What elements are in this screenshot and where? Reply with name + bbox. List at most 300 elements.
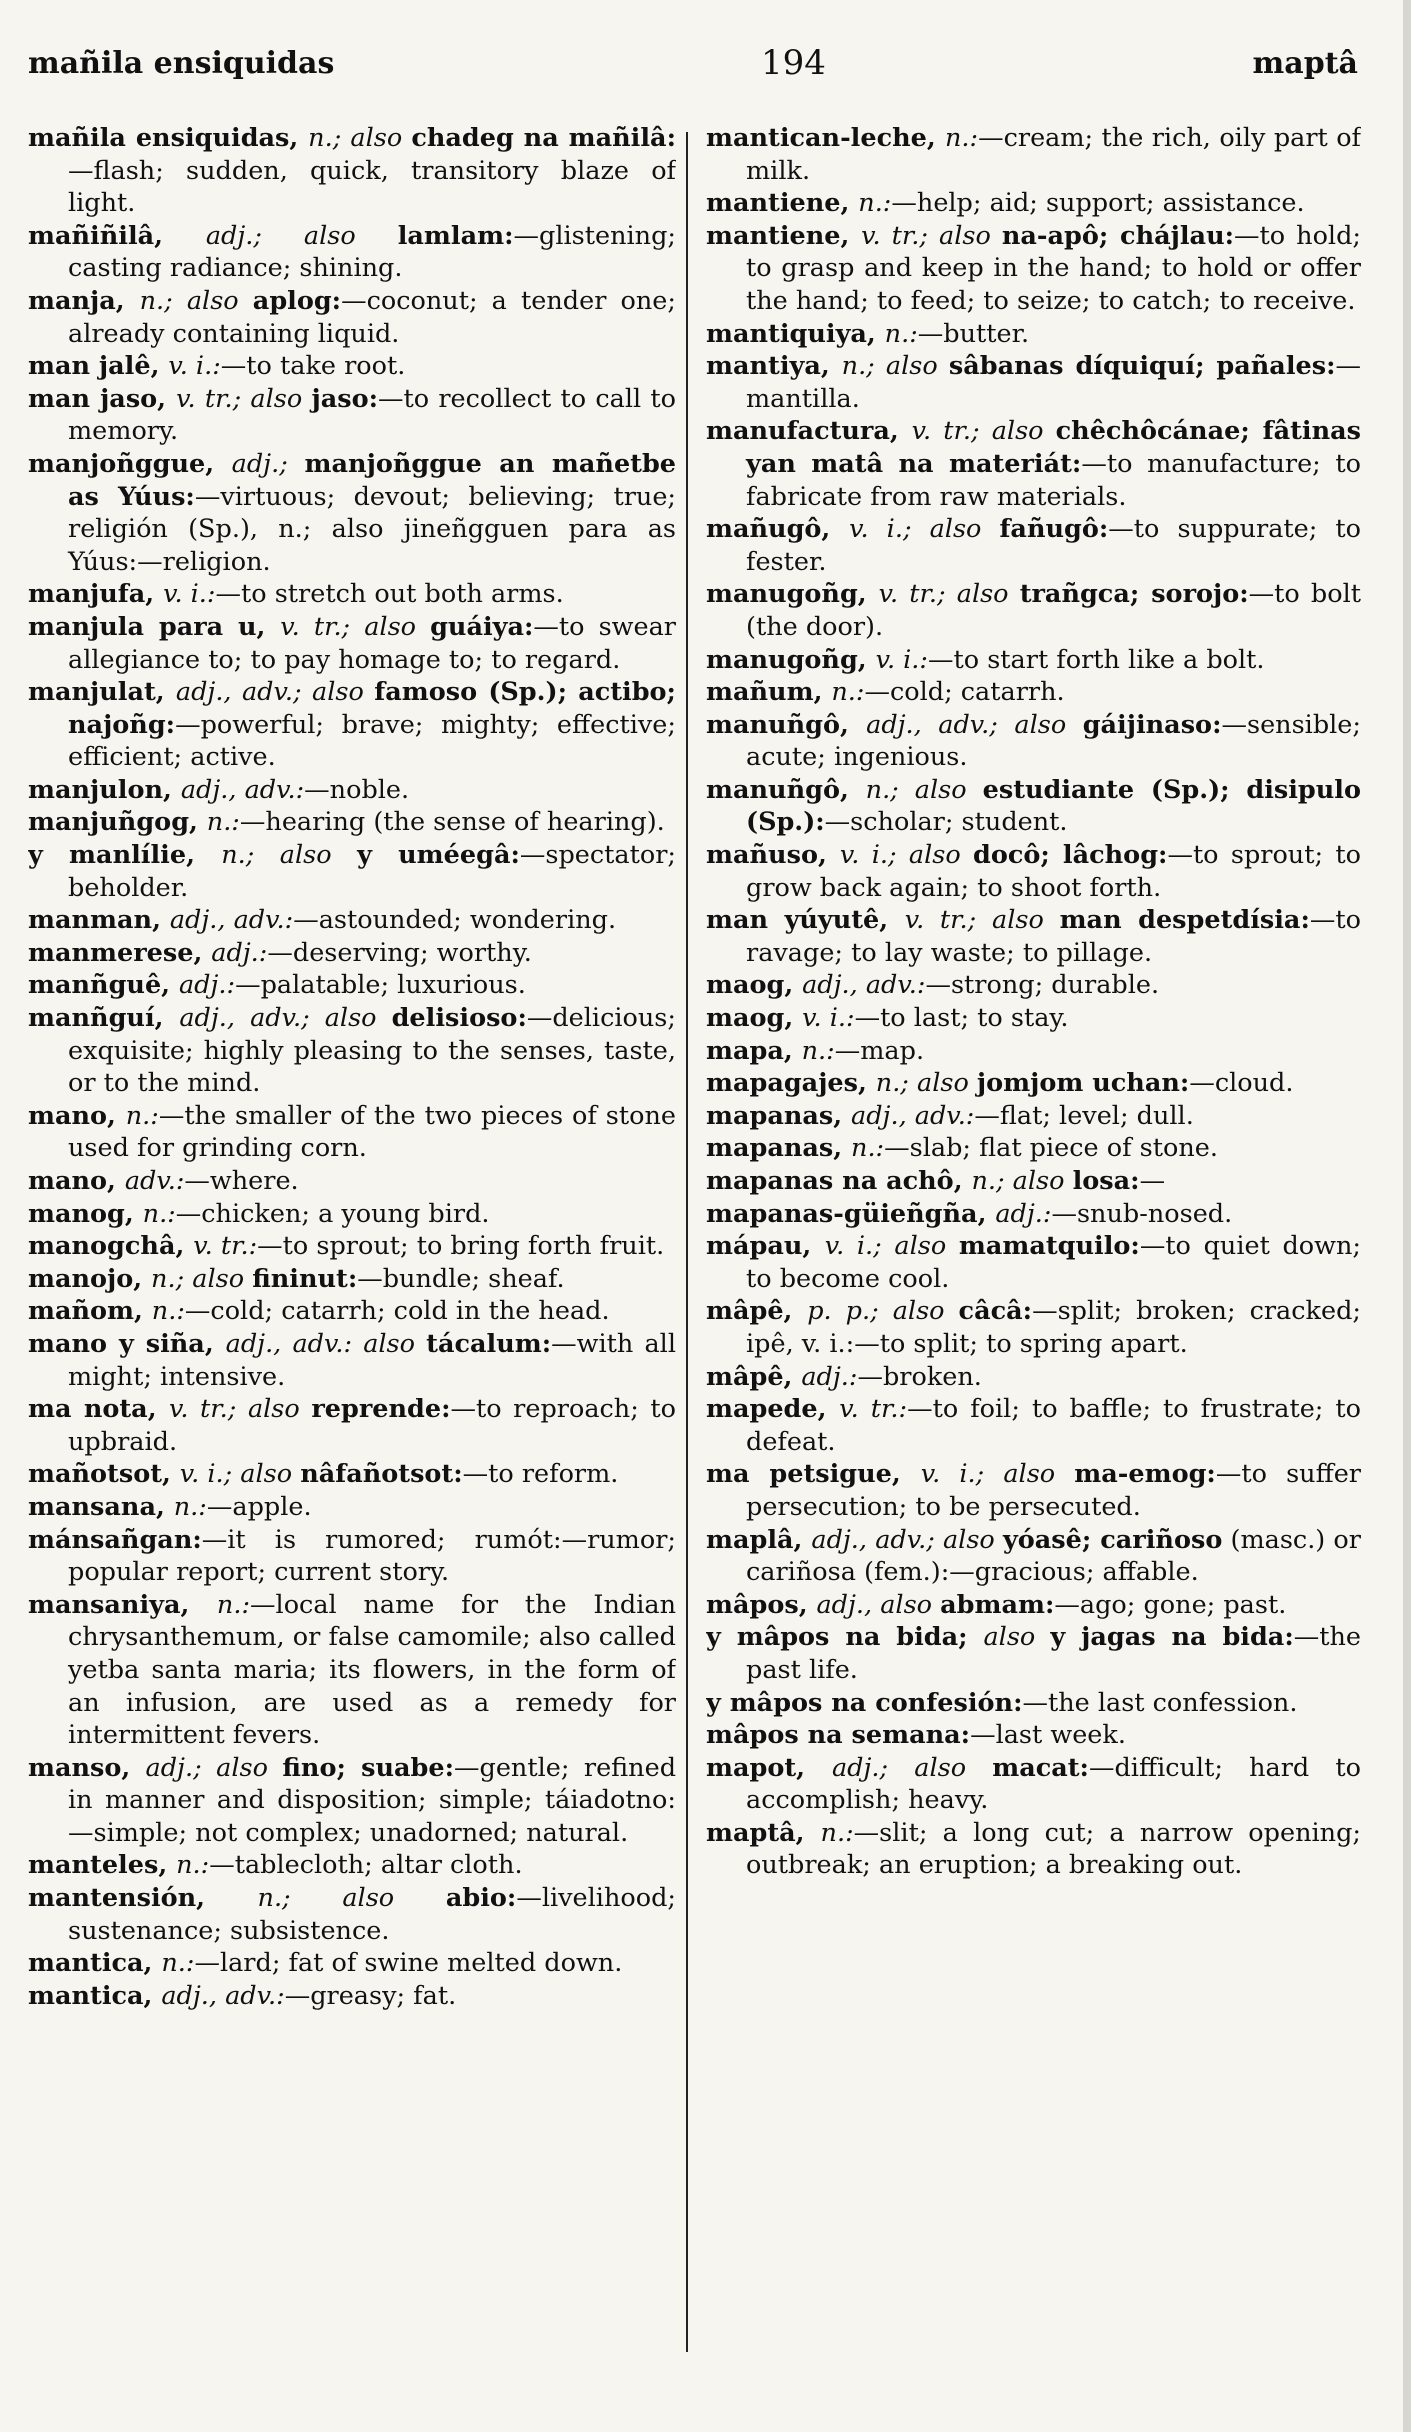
entry-grammar: v. tr.; also: [911, 416, 1056, 447]
entry-headword: mapot,: [706, 1752, 832, 1783]
dictionary-entry: [706, 1817, 1361, 1882]
dictionary-entry: [28, 1882, 676, 1947]
entry-headword: y mâpos na confesión:: [706, 1687, 1023, 1718]
entry-headword: manjufa,: [28, 579, 164, 610]
dictionary-entry: [28, 904, 676, 937]
entry-grammar: v. i.:: [168, 351, 221, 382]
entry-grammar: v. i.; also: [920, 1459, 1075, 1490]
entry-grammar: adj., adv.; also: [179, 1003, 392, 1034]
column-divider: [686, 132, 688, 2352]
entry-grammar: adj., adv.:: [180, 774, 305, 805]
dictionary-entry: [28, 285, 676, 350]
entry-headword: mapede,: [706, 1394, 840, 1425]
entry-definition: —to hold; to grasp and keep in the hand; to hold or offer the hand; to feed; to seize; to catch; to receive.: [746, 220, 1361, 316]
entry-equivalent: abmam:: [940, 1589, 1055, 1620]
entry-definition: —butter.: [917, 318, 1030, 349]
entry-headword: manmerese,: [28, 937, 212, 968]
entry-definition: —to take root.: [220, 351, 406, 382]
entry-definition: —to recollect to call to memory.: [68, 383, 676, 447]
entry-headword: mantiene,: [706, 188, 859, 219]
entry-headword: mañotsot,: [28, 1459, 180, 1490]
entry-grammar: v. i.; also: [179, 1459, 301, 1490]
entry-headword: maog,: [706, 970, 803, 1001]
dictionary-entry: [706, 220, 1361, 318]
entry-headword: mantiya,: [706, 351, 842, 382]
entry-headword: mantican-leche,: [706, 123, 945, 153]
entry-headword: mansana,: [28, 1491, 174, 1522]
entry-definition: —difficult; hard to accomplish; heavy.: [746, 1752, 1361, 1816]
entry-definition: —where.: [184, 1166, 299, 1196]
header-left-guide-word: mañila ensiquidas: [28, 45, 335, 81]
entry-headword: mañom,: [28, 1296, 152, 1327]
entry-headword: mapagajes,: [706, 1068, 876, 1099]
entry-grammar: adj., adv.; also: [175, 677, 375, 708]
dictionary-entry: [28, 578, 676, 611]
entry-grammar: also: [983, 1622, 1051, 1653]
entry-headword: mantica,: [28, 1948, 162, 1979]
dictionary-entry: [28, 1393, 676, 1458]
entry-grammar: n.; also: [151, 1263, 253, 1294]
dictionary-entry: [706, 1687, 1361, 1720]
entry-grammar: adj.; also: [145, 1752, 283, 1783]
entry-definition: —to start forth like a bolt.: [928, 644, 1265, 675]
entry-definition: —deserving; worthy.: [267, 937, 532, 968]
page-number: 194: [760, 43, 826, 83]
entry-definition: —hearing (the sense of hearing).: [239, 807, 665, 838]
entry-headword: mansaniya,: [28, 1589, 217, 1620]
dictionary-entry: [706, 676, 1361, 709]
entry-equivalent: abio:: [445, 1883, 517, 1914]
entry-headword: manjulat,: [28, 677, 176, 708]
entry-definition: —cloud.: [1189, 1068, 1294, 1099]
dictionary-entry: [28, 448, 676, 578]
entry-headword: manso,: [28, 1752, 146, 1783]
entry-grammar: p. p.; also: [807, 1296, 959, 1327]
entry-definition: —bundle; sheaf.: [357, 1263, 565, 1294]
entry-definition: —to swear allegiance to; to pay homage to; to regard.: [68, 611, 676, 675]
entry-headword: maplâ,: [706, 1524, 812, 1555]
entry-definition: —sensible; acute; ingenious.: [746, 709, 1361, 773]
dictionary-entry: [706, 513, 1361, 578]
entry-headword: mañugô,: [706, 514, 850, 545]
entry-definition: —cold; catarrh.: [864, 677, 1065, 708]
entry-definition: —the last confession.: [1022, 1687, 1298, 1718]
entry-headword: mañila ensiquidas,: [28, 123, 309, 153]
dictionary-entry: [706, 1719, 1361, 1752]
entry-grammar: n.; also: [139, 285, 253, 316]
entry-definition: —the smaller of the two pieces of stone used for grinding corn.: [68, 1100, 676, 1164]
entry-equivalent: delisioso:: [391, 1003, 527, 1034]
entry-equivalent: fino; suabe:: [282, 1752, 455, 1783]
entry-grammar: adj., adv.; also: [811, 1524, 1003, 1555]
entry-definition: (masc.) or cariñosa (fem.):—gracious; affable.: [746, 1524, 1361, 1588]
entry-headword: mano,: [28, 1100, 126, 1131]
entry-headword: y mâpos na bida;: [706, 1622, 984, 1653]
entry-definition: —flash; sudden, quick, transitory blaze of light.: [68, 155, 676, 219]
entry-headword: mañuso,: [706, 840, 840, 871]
dictionary-entry: [28, 1002, 676, 1100]
dictionary-entry: [706, 1035, 1361, 1068]
entry-headword: maog,: [706, 1003, 803, 1034]
entry-grammar: adj., adv.:: [161, 1980, 285, 2011]
entry-equivalent: lamlam:: [397, 220, 514, 251]
entry-definition: —powerful; brave; mighty; effective; efficient; active.: [68, 709, 676, 773]
entry-grammar: v. tr.; also: [168, 1394, 312, 1425]
entry-grammar: n.:: [125, 1100, 159, 1131]
dictionary-entry: [28, 839, 676, 904]
entry-grammar: adj.:: [211, 937, 268, 968]
entry-definition: —livelihood; sustenance; subsistence.: [68, 1883, 676, 1946]
entry-grammar: v. i.:: [802, 1003, 855, 1034]
entry-grammar: adv.:: [124, 1166, 185, 1196]
dictionary-entry: [28, 1230, 676, 1263]
entry-definition: —to reform.: [462, 1459, 619, 1490]
entry-definition: —to sprout; to bring forth fruit.: [257, 1231, 665, 1262]
entry-headword: manñguí,: [28, 1003, 180, 1034]
entry-headword: man jaso,: [28, 383, 177, 414]
entry-definition: —: [1139, 1166, 1166, 1196]
entry-equivalent: chadeg na mañilâ:: [411, 123, 676, 153]
entry-grammar: v. tr.; also: [904, 905, 1060, 936]
entry-definition: —to sprout; to grow back again; to shoot forth.: [746, 840, 1361, 903]
entry-grammar: adj.; also: [831, 1752, 993, 1783]
entry-grammar: n.:: [142, 1198, 176, 1229]
entry-grammar: adj., adv.: also: [225, 1328, 427, 1359]
dictionary-entry: [28, 1295, 676, 1328]
dictionary-entry: [706, 774, 1361, 839]
entry-headword: mano,: [28, 1166, 125, 1196]
entry-definition: —map.: [834, 1035, 925, 1066]
entry-grammar: v. tr.; also: [280, 611, 431, 642]
entry-equivalent: guáiya:: [430, 611, 534, 642]
entry-definition: —to suffer persecution; to be persecuted.: [746, 1459, 1361, 1522]
entry-grammar: v. i.:: [875, 644, 929, 675]
entry-grammar: adj., adv.:: [851, 1100, 975, 1131]
entry-grammar: n.:: [831, 677, 865, 708]
entry-equivalent: trañgca; sorojo:: [1019, 579, 1249, 610]
entry-grammar: v. i.; also: [849, 514, 1000, 545]
dictionary-entry: [706, 1165, 1361, 1198]
dictionary-entry: [28, 1328, 676, 1393]
dictionary-entry: [706, 1361, 1361, 1394]
dictionary-entry: [706, 415, 1361, 513]
entry-grammar: n.; also: [257, 1883, 446, 1914]
dictionary-entry: [706, 709, 1361, 774]
entry-equivalent: na-apô; chájlau:: [1001, 220, 1235, 251]
entry-headword: mantensión,: [28, 1883, 258, 1914]
entry-definition: —cream; the rich, oily part of milk.: [746, 123, 1361, 186]
entry-headword: mantiene,: [706, 220, 862, 251]
entry-definition: —to quiet down; to become cool.: [746, 1231, 1361, 1294]
entry-headword: manman,: [28, 905, 170, 936]
entry-grammar: n.:: [820, 1817, 854, 1848]
entry-grammar: n.:: [176, 1850, 210, 1881]
entry-headword: mapanas,: [706, 1100, 852, 1131]
entry-headword: mapa,: [706, 1035, 802, 1066]
entry-grammar: adj.;: [231, 448, 305, 479]
entry-definition: —slab; flat piece of stone.: [884, 1133, 1218, 1164]
right-column: [706, 122, 1361, 2322]
entry-headword: maptâ,: [706, 1817, 821, 1848]
dictionary-entry: [28, 1100, 676, 1165]
entry-headword: man yúyutê,: [706, 905, 905, 936]
entry-headword: mantica,: [28, 1980, 162, 2011]
dictionary-entry: [706, 969, 1361, 1002]
entry-definition: —greasy; fat.: [284, 1980, 457, 2011]
entry-equivalent: macat:: [992, 1752, 1089, 1783]
entry-grammar: v. tr.; also: [878, 579, 1020, 610]
entry-definition: —cold; catarrh; cold in the head.: [184, 1296, 610, 1327]
entry-definition: —to stretch out both arms.: [215, 579, 564, 610]
entry-grammar: adj., adv.; also: [866, 709, 1083, 740]
entry-equivalent: tácalum:: [426, 1328, 552, 1359]
entry-definition: —snub-nosed.: [1051, 1198, 1233, 1229]
entry-grammar: n.; also: [865, 774, 983, 805]
entry-headword: manjuñgog,: [28, 807, 207, 838]
entry-definition: —to suppurate; to fester.: [746, 514, 1361, 577]
entry-equivalent: ma-emog:: [1074, 1459, 1216, 1490]
dictionary-entry: [706, 1524, 1361, 1589]
entry-equivalent: aplog:: [252, 285, 342, 316]
entry-grammar: n.:: [151, 1296, 185, 1327]
entry-headword: manñguê,: [28, 970, 179, 1001]
dictionary-entry: [706, 318, 1361, 351]
entry-headword: mâpê,: [706, 1361, 802, 1392]
entry-definition: —to foil; to baffle; to frustrate; to defeat.: [746, 1394, 1361, 1457]
entry-equivalent: famoso (Sp.); actibo; najoñg:: [68, 677, 676, 740]
entry-grammar: n.:: [173, 1491, 207, 1522]
entry-equivalent: fininut:: [252, 1263, 358, 1294]
dictionary-entry: [28, 969, 676, 1002]
dictionary-entry: [706, 644, 1361, 677]
entry-definition: —lard; fat of swine melted down.: [194, 1948, 623, 1979]
dictionary-entry: [706, 1458, 1361, 1523]
entry-equivalent: jomjom uchan:: [976, 1068, 1190, 1099]
entry-definition: —palatable; luxurious.: [235, 970, 526, 1001]
entry-equivalent: fañugô:: [999, 514, 1109, 545]
entry-definition: —to manufacture; to fabricate from raw materials.: [746, 448, 1361, 512]
entry-grammar: n.:: [858, 188, 892, 219]
entry-grammar: v. i.:: [163, 579, 216, 610]
dictionary-entry: [28, 806, 676, 839]
entry-headword: man jalê,: [28, 351, 169, 382]
dictionary-entry: [28, 220, 676, 285]
entry-headword: manogchâ,: [28, 1231, 194, 1262]
entry-headword: mañiñilâ,: [28, 220, 206, 251]
entry-grammar: n.:: [206, 807, 240, 838]
entry-definition: —glistening; casting radiance; shining.: [68, 220, 676, 284]
dictionary-entry: [706, 578, 1361, 643]
entry-grammar: n.:: [851, 1133, 885, 1164]
entry-headword: mápau,: [706, 1231, 825, 1262]
entry-definition: —it is rumored; rumót:—rumor; popular report; current story.: [68, 1524, 676, 1588]
entry-definition: —to last; to stay.: [854, 1003, 1069, 1034]
entry-headword: manuñgô,: [706, 709, 867, 740]
entry-headword: manog,: [28, 1198, 143, 1229]
dictionary-entry: [706, 1100, 1361, 1133]
entry-headword: mañum,: [706, 677, 832, 708]
dictionary-entry: [706, 1230, 1361, 1295]
entry-grammar: n.; also: [875, 1068, 977, 1099]
entry-headword: manufactura,: [706, 416, 912, 447]
entry-headword: mano y siña,: [28, 1328, 226, 1359]
entry-definition: —to ravage; to lay waste; to pillage.: [746, 905, 1361, 968]
page-header: [28, 40, 1358, 86]
entry-definition: —gentle; refined in manner and disposition; simple; táiadotno:—simple; not complex; unadorned; natural.: [68, 1752, 676, 1848]
dictionary-entry: [706, 1752, 1361, 1817]
entry-equivalent: yóasê; cariñoso: [1002, 1524, 1223, 1555]
entry-grammar: n.; also: [971, 1166, 1073, 1196]
entry-headword: manojo,: [28, 1263, 152, 1294]
header-right-guide-word: maptâ: [1252, 45, 1358, 81]
dictionary-entry: [706, 350, 1361, 415]
entry-definition: —scholar; student.: [824, 807, 1068, 838]
dictionary-entry: [706, 1295, 1361, 1360]
entry-grammar: n.; also: [841, 351, 949, 382]
entry-grammar: n.; also: [221, 840, 358, 871]
entry-definition: —split; broken; cracked; ipê, v. i.:—to split; to spring apart.: [746, 1296, 1361, 1359]
entry-grammar: v. tr.:: [839, 1394, 908, 1425]
entry-definition: —help; aid; support; assistance.: [891, 188, 1305, 219]
dictionary-entry: [28, 1263, 676, 1296]
entry-headword: y manlílie,: [28, 840, 222, 871]
dictionary-entry: [28, 676, 676, 774]
dictionary-entry: [706, 1067, 1361, 1100]
entry-definition: —virtuous; devout; believing; true; religión (Sp.), n.; also jineñgguen para as Yúus:—religion.: [68, 481, 676, 577]
dictionary-entry: [706, 1393, 1361, 1458]
dictionary-entry: [28, 937, 676, 970]
entry-definition: —last week.: [970, 1720, 1126, 1751]
dictionary-entry: [706, 1621, 1361, 1686]
entry-equivalent: estudiante (Sp.); disipulo (Sp.):: [746, 774, 1361, 838]
entry-headword: mâpos,: [706, 1589, 817, 1620]
entry-headword: manjulon,: [28, 774, 181, 805]
entry-grammar: n.:: [161, 1948, 195, 1979]
entry-grammar: v. tr.; also: [176, 383, 312, 414]
entry-definition: —delicious; exquisite; highly pleasing to the senses, taste, or to the mind.: [68, 1003, 676, 1099]
entry-equivalent: nâfañotsot:: [300, 1459, 463, 1490]
entry-definition: —ago; gone; past.: [1054, 1589, 1287, 1620]
left-column: [28, 122, 676, 2322]
entry-grammar: v. tr.; also: [861, 220, 1002, 251]
dictionary-entry: [28, 1165, 676, 1198]
entry-definition: —apple.: [206, 1491, 312, 1522]
entry-definition: —astounded; wondering.: [293, 905, 617, 936]
dictionary-entry: [28, 611, 676, 676]
dictionary-entry: [706, 904, 1361, 969]
entry-equivalent: jaso:: [311, 383, 379, 414]
entry-grammar: n.:: [801, 1035, 835, 1066]
dictionary-entry: [28, 1198, 676, 1231]
entry-headword: manugoñg,: [706, 579, 879, 610]
dictionary-entry: [28, 1458, 676, 1491]
entry-equivalent: gáijinaso:: [1082, 709, 1222, 740]
entry-grammar: n.:: [884, 318, 918, 349]
dictionary-entry: [28, 350, 676, 383]
entry-equivalent: câcâ:: [958, 1296, 1033, 1327]
dictionary-entry: [28, 1752, 676, 1850]
dictionary-entry: [28, 122, 676, 220]
entry-grammar: v. i.; also: [824, 1231, 959, 1262]
entry-grammar: adj.; also: [205, 220, 398, 251]
entry-headword: manjoñggue,: [28, 448, 232, 479]
entry-headword: ma nota,: [28, 1394, 169, 1425]
entry-headword: mâpos na semana:: [706, 1720, 971, 1751]
entry-headword: mantiquiya,: [706, 318, 885, 349]
entry-definition: —mantilla.: [746, 351, 1361, 414]
entry-headword: manteles,: [28, 1850, 177, 1881]
entry-headword: mapanas na achô,: [706, 1166, 972, 1196]
entry-equivalent: docô; lâchog:: [973, 840, 1168, 871]
entry-definition: —with all might; intensive.: [68, 1328, 676, 1392]
dictionary-entry: [28, 1589, 676, 1752]
dictionary-entry: [706, 1198, 1361, 1231]
entry-equivalent: manjoñggue an mañetbe as Yúus:: [68, 448, 676, 512]
entry-definition: —noble.: [304, 774, 410, 805]
entry-equivalent: sâbanas díquiquí; pañales:: [948, 351, 1336, 382]
entry-definition: —flat; level; dull.: [974, 1100, 1194, 1131]
entry-definition: —coconut; a tender one; already containing liquid.: [68, 285, 676, 349]
dictionary-entry: [706, 187, 1361, 220]
entry-definition: —to reproach; to upbraid.: [68, 1394, 676, 1457]
entry-headword: manjula para u,: [28, 611, 281, 642]
dictionary-entry: [28, 383, 676, 448]
entry-grammar: adj., also: [816, 1589, 941, 1620]
dictionary-entry: [28, 1980, 676, 2013]
entry-equivalent: mamatquilo:: [958, 1231, 1140, 1262]
entry-definition: —to bolt (the door).: [746, 579, 1361, 642]
entry-equivalent: y uméegâ:: [357, 840, 520, 871]
dictionary-entry: [28, 1524, 676, 1589]
entry-definition: —chicken; a young bird.: [175, 1198, 490, 1229]
entry-equivalent: reprende:: [311, 1394, 451, 1425]
dictionary-entry: [28, 774, 676, 807]
entry-grammar: v. i.; also: [839, 840, 974, 871]
entry-headword: mánsañgan:: [28, 1524, 202, 1555]
dictionary-entry: [28, 1849, 676, 1882]
entry-definition: —strong; durable.: [925, 970, 1160, 1001]
entry-definition: —slit; a long cut; a narrow opening; outbreak; an eruption; a breaking out.: [746, 1817, 1361, 1881]
entry-equivalent: man despetdísia:: [1059, 905, 1310, 936]
dictionary-entry: [706, 1589, 1361, 1622]
entry-grammar: n.:: [944, 123, 979, 153]
entry-grammar: n.; also: [308, 123, 412, 153]
dictionary-entry: [28, 1491, 676, 1524]
dictionary-entry: [706, 839, 1361, 904]
entry-headword: ma petsigue,: [706, 1459, 921, 1490]
entry-definition: —spectator; beholder.: [68, 840, 676, 903]
entry-definition: —local name for the Indian chrysanthemum, or false camomile; also called yetba santa maria; its flowers, in the form of an infusion, are used as a remedy for intermittent fevers.: [68, 1589, 676, 1751]
entry-grammar: adj.:: [801, 1361, 858, 1392]
entry-definition: —broken.: [857, 1361, 982, 1392]
dictionary-entry: [706, 122, 1361, 187]
entry-headword: mapanas,: [706, 1133, 852, 1164]
entry-grammar: adj.:: [995, 1198, 1052, 1229]
dictionary-entry: [28, 1947, 676, 1980]
entry-headword: manugoñg,: [706, 644, 876, 675]
entry-equivalent: chêchôcánae; fâtinas yan matâ na materiát:: [746, 416, 1361, 479]
entry-headword: mâpê,: [706, 1296, 808, 1327]
entry-equivalent: losa:: [1072, 1166, 1140, 1196]
entry-grammar: v. tr.:: [193, 1231, 258, 1262]
entry-headword: mapanas-güieñgña,: [706, 1198, 996, 1229]
dictionary-entry: [706, 1132, 1361, 1165]
entry-grammar: n.:: [216, 1589, 251, 1620]
entry-grammar: adj.:: [178, 970, 236, 1001]
entry-definition: —the past life.: [746, 1622, 1361, 1685]
entry-headword: manja,: [28, 285, 140, 316]
entry-headword: manuñgô,: [706, 774, 866, 805]
